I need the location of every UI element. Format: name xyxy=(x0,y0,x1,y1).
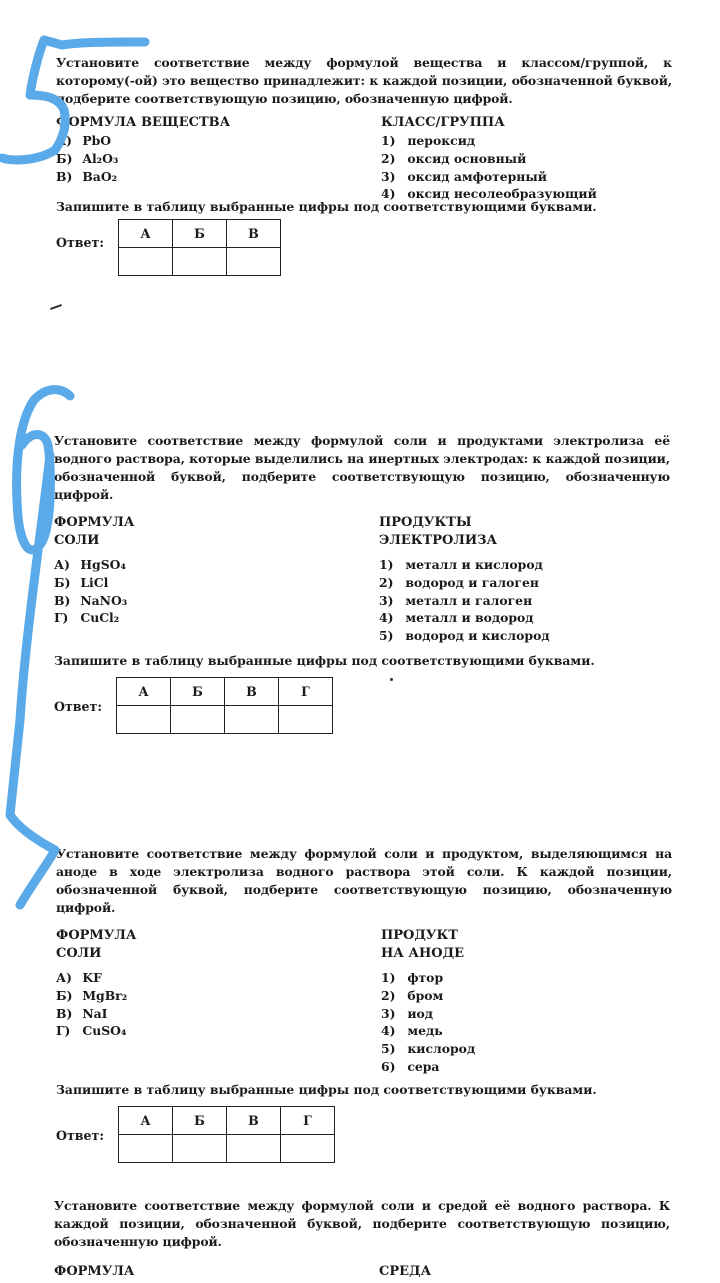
task-3-right-item: 6) сера xyxy=(381,1058,440,1074)
task-3-right-header: НА АНОДЕ xyxy=(381,946,465,961)
task-3-left-header: ФОРМУЛА xyxy=(56,928,137,943)
task-2-right-item: 5) водород и кислород xyxy=(379,628,550,644)
answer-cell[interactable] xyxy=(173,248,227,276)
task-2-answer-table xyxy=(116,677,333,734)
task-1-answer-label: Ответ: xyxy=(56,235,104,250)
task-2-right-item: 2) водород и галоген xyxy=(379,574,539,590)
task-3-left-item: Б) MgBr₂ xyxy=(56,987,128,1003)
task-4-text: Установите соответствие между формулой соли и средой её водного раствора. К каждой позиции, обозначенной буквой, подберите соответствующую позицию, обозначенную цифрой. xyxy=(54,1198,670,1249)
task-3-left-header: СОЛИ xyxy=(56,946,102,961)
task-2-left-item: А) HgSO₄ xyxy=(54,557,126,572)
answer-cell[interactable] xyxy=(117,706,171,734)
task-2-right-column xyxy=(379,514,679,645)
task-3-right-item: 5) кислород xyxy=(381,1041,476,1057)
task-3-right-item: 2) бром xyxy=(381,987,444,1003)
task-3-right-header: ПРОДУКТ xyxy=(381,928,458,943)
answer-column-header: В xyxy=(227,220,281,248)
task-3-answer-label: Ответ: xyxy=(56,1128,104,1143)
task-1-right-item: 2) оксид основный xyxy=(381,150,527,166)
task-1-left-column xyxy=(56,114,356,185)
handwritten-number-7 xyxy=(10,455,55,905)
task-2-left-column xyxy=(54,514,354,627)
answer-column-header: В xyxy=(227,1107,281,1135)
answer-cell[interactable] xyxy=(119,248,173,276)
task-2-left-item: Б) LiCl xyxy=(54,574,109,590)
task-1-left-item: А) PbO xyxy=(56,133,112,148)
task-1-right-item: 4) оксид несолеобразующий xyxy=(381,186,597,202)
task-3 xyxy=(56,845,672,1178)
task-2-answer-label: Ответ: xyxy=(54,699,102,714)
answer-cell[interactable] xyxy=(227,248,281,276)
task-2-text: Установите соответствие между формулой соли и продуктами электролиза её водного раствора, которые выделились на инертных электродах: к каждой позиции, обозначенной буквой, подберите соответствующую позицию, обозначенную цифрой. xyxy=(54,433,670,502)
task-1-answer-table xyxy=(118,219,281,276)
answer-cell[interactable] xyxy=(171,706,225,734)
task-1 xyxy=(56,54,672,275)
task-1-right-item: 1) пероксид xyxy=(381,133,476,148)
task-3-left-item: А) KF xyxy=(56,970,102,985)
task-1-left-item: Б) Al₂O₃ xyxy=(56,150,119,166)
task-2-right-header: ЭЛЕКТРОЛИЗА xyxy=(379,533,498,548)
task-4-left-header: ФОРМУЛА xyxy=(54,1264,135,1279)
task-3-right-item: 4) медь xyxy=(381,1023,443,1039)
task-2-left-item: Г) CuCl₂ xyxy=(54,610,120,626)
task-2-left-header: СОЛИ xyxy=(54,533,100,548)
answer-cell[interactable] xyxy=(119,1135,173,1163)
answer-cell[interactable] xyxy=(227,1135,281,1163)
task-2-right-item: 1) металл и кислород xyxy=(379,557,543,572)
answer-column-header: Г xyxy=(279,678,333,706)
answer-column-header: А xyxy=(117,678,171,706)
answer-column-header: А xyxy=(119,1107,173,1135)
task-1-instruction: Запишите в таблицу выбранные цифры под соответствующими буквами. xyxy=(56,199,597,214)
task-2 xyxy=(54,432,670,749)
answer-cell[interactable] xyxy=(225,706,279,734)
answer-column-header: Б xyxy=(173,1107,227,1135)
task-4 xyxy=(54,1197,670,1283)
task-3-left-item: Г) CuSO₄ xyxy=(56,1023,127,1039)
task-3-right-column xyxy=(381,927,681,1076)
task-2-instruction: Запишите в таблицу выбранные цифры под соответствующими буквами. xyxy=(54,653,595,668)
answer-cell[interactable] xyxy=(279,706,333,734)
task-1-left-item: В) BaO₂ xyxy=(56,168,118,184)
task-3-left-column xyxy=(56,927,356,1040)
answer-column-header: Г xyxy=(281,1107,335,1135)
task-1-right-item: 3) оксид амфотерный xyxy=(381,168,547,184)
task-2-right-header: ПРОДУКТЫ xyxy=(379,515,472,530)
stray-mark xyxy=(390,678,393,681)
answer-column-header: Б xyxy=(171,678,225,706)
task-4-right-header: СРЕДА xyxy=(379,1264,432,1279)
task-3-right-item: 1) фтор xyxy=(381,970,444,985)
answer-column-header: Б xyxy=(173,220,227,248)
answer-cell[interactable] xyxy=(281,1135,335,1163)
task-1-right-column xyxy=(381,114,681,203)
task-2-left-header: ФОРМУЛА xyxy=(54,515,135,530)
task-2-right-item: 4) металл и водород xyxy=(379,610,534,626)
task-1-right-header: КЛАСС/ГРУППА xyxy=(381,115,505,130)
task-2-left-item: В) NaNO₃ xyxy=(54,592,128,608)
task-3-instruction: Запишите в таблицу выбранные цифры под соответствующими буквами. xyxy=(56,1082,597,1097)
answer-column-header: А xyxy=(119,220,173,248)
task-3-text: Установите соответствие между формулой соли и продуктом, выделяющимся на аноде в ходе электролиза водного раствора этой соли. К каждой позиции, обозначенной буквой, подберите соответствующую позицию, обозначенную цифрой. xyxy=(56,846,672,915)
task-3-answer-table xyxy=(118,1106,335,1163)
task-1-text: Установите соответствие между формулой вещества и классом/группой, к которому(-ой) это вещество принадлежит: к каждой позиции, обозначенной буквой, подберите соответствующую позицию, обозначенную цифрой. xyxy=(56,55,672,106)
task-3-right-item: 3) иод xyxy=(381,1005,434,1021)
answer-column-header: В xyxy=(225,678,279,706)
task-2-right-item: 3) металл и галоген xyxy=(379,592,533,608)
answer-cell[interactable] xyxy=(173,1135,227,1163)
task-3-left-item: В) NaI xyxy=(56,1005,108,1021)
task-1-left-header: ФОРМУЛА ВЕЩЕСТВА xyxy=(56,115,231,130)
stray-mark xyxy=(50,304,62,310)
